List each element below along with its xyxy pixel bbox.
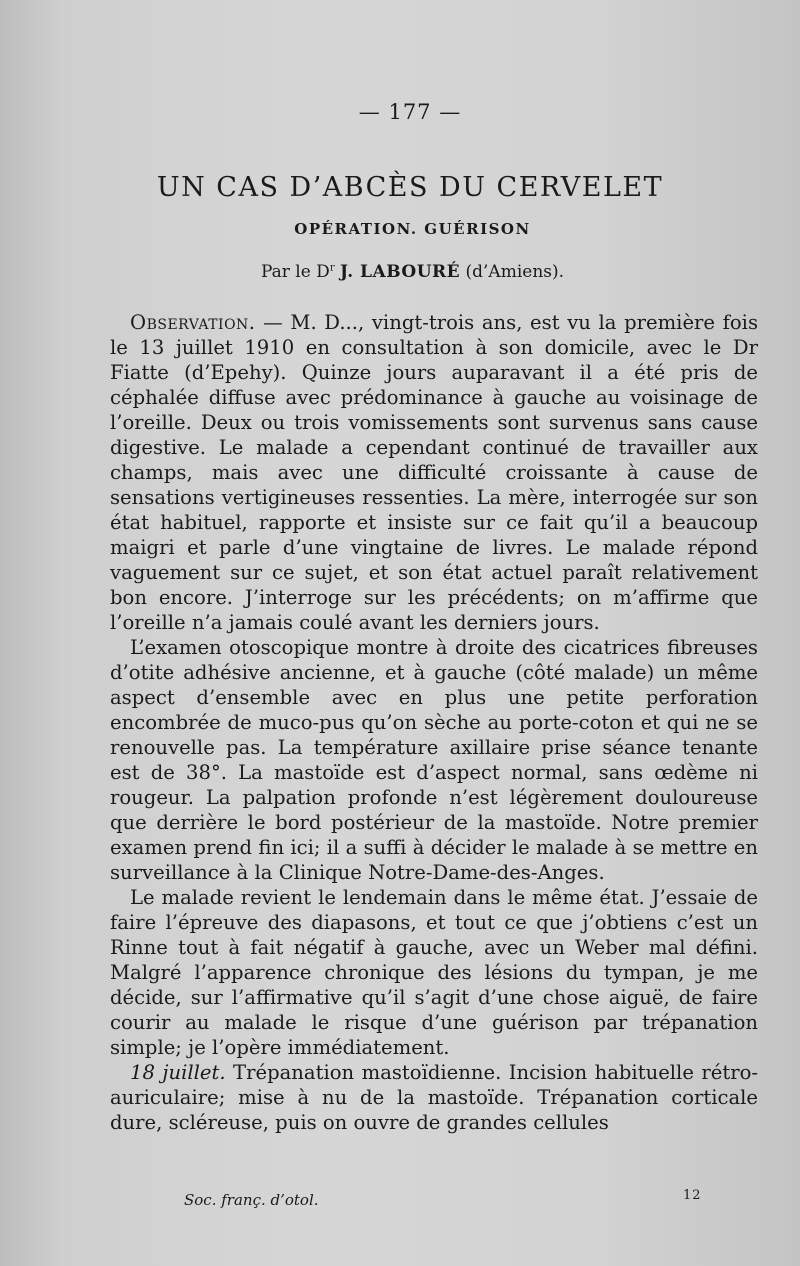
byline bbox=[0, 262, 800, 282]
author-name: J. LABOURÉ bbox=[340, 262, 461, 282]
journal-footer: Soc. franç. d’otol. bbox=[184, 1191, 319, 1209]
article-body bbox=[110, 310, 758, 1135]
paragraph-observation bbox=[110, 310, 758, 635]
paragraph-observation-text: — M. D..., vingt-trois ans, est vu la première fois le 13 juillet 1910 en consultation à son domicile, avec le Dr Fiatte (d’Epehy). Quinze jours auparavant il a été pris de céphalée diffuse avec prédominance à gauche au voisinage de l’oreille. Deux ou trois vomissements sont survenus sans cause digestive. Le malade a cependant continué de travailler aux champs, mais avec une difficulté croissante à cause de sensations vertigineuses ressenties. La mère, interrogée sur son état habituel, rapporte et insiste sur ce fait qu’il a beaucoup maigri et parle d’une vingtaine de livres. Le malade répond vaguement sur ce sujet, et son état actuel paraît relativement bon encore. J’interroge sur les précédents; on m’affirme que l’oreille n’a jamais coulé avant les derniers jours. bbox=[110, 311, 758, 634]
author-location: (d’Amiens). bbox=[465, 262, 565, 282]
page-number: — 177 — bbox=[358, 100, 462, 124]
byline-prefix: Par le D bbox=[260, 262, 330, 282]
paragraph-operation-text: Trépanation mastoïdienne. Incision habituelle rétro-auriculaire; mise à nu de la mastoïde. Trépanation corticale dure, scléreuse, puis on ouvre de grandes cellules bbox=[110, 1061, 758, 1134]
paragraph-otoscopic-exam: L’examen otoscopique montre à droite des cicatrices fibreuses d’otite adhésive ancienne, et à gauche (côté malade) un même aspect d’ensemble avec en plus une petite perforation encombrée de muco-pus qu’on sèche au porte-coton et qui ne se renouvelle pas. La température axillaire prise séance tenante est de 38°. La mastoïde est d’aspect normal, sans œdème ni rougeur. La palpation profonde n’est légèrement douloureuse que derrière le bord postérieur de la mastoïde. Notre premier examen prend fin ici; il a suffi à décider le malade à se mettre en surveillance à la Clinique Notre-Dame-des-Anges. bbox=[110, 636, 758, 884]
operation-date: 18 juillet. bbox=[130, 1061, 226, 1084]
byline-sup: r bbox=[329, 262, 335, 274]
paragraph-followup: Le malade revient le lendemain dans le même état. J’essaie de faire l’épreuve des diapasons, et tout ce que j’obtiens c’est un Rinne tout à fait négatif à gauche, avec un Weber mal défini. Malgré l’apparence chronique des lésions du tympan, je me décide, sur l’affirmative qu’il s’agit d’une chose aiguë, de faire courir au malade le risque d’une guérison par trépanation simple; je l’opère immédiatement. bbox=[110, 886, 758, 1059]
paragraph-operation bbox=[110, 1060, 758, 1135]
observation-lead: Observation. bbox=[130, 311, 256, 334]
article-subtitle: OPÉRATION. GUÉRISON bbox=[294, 220, 531, 238]
article-title: UN CAS D’ABCÈS DU CERVELET bbox=[156, 172, 664, 203]
signature-mark: 12 bbox=[683, 1188, 702, 1203]
